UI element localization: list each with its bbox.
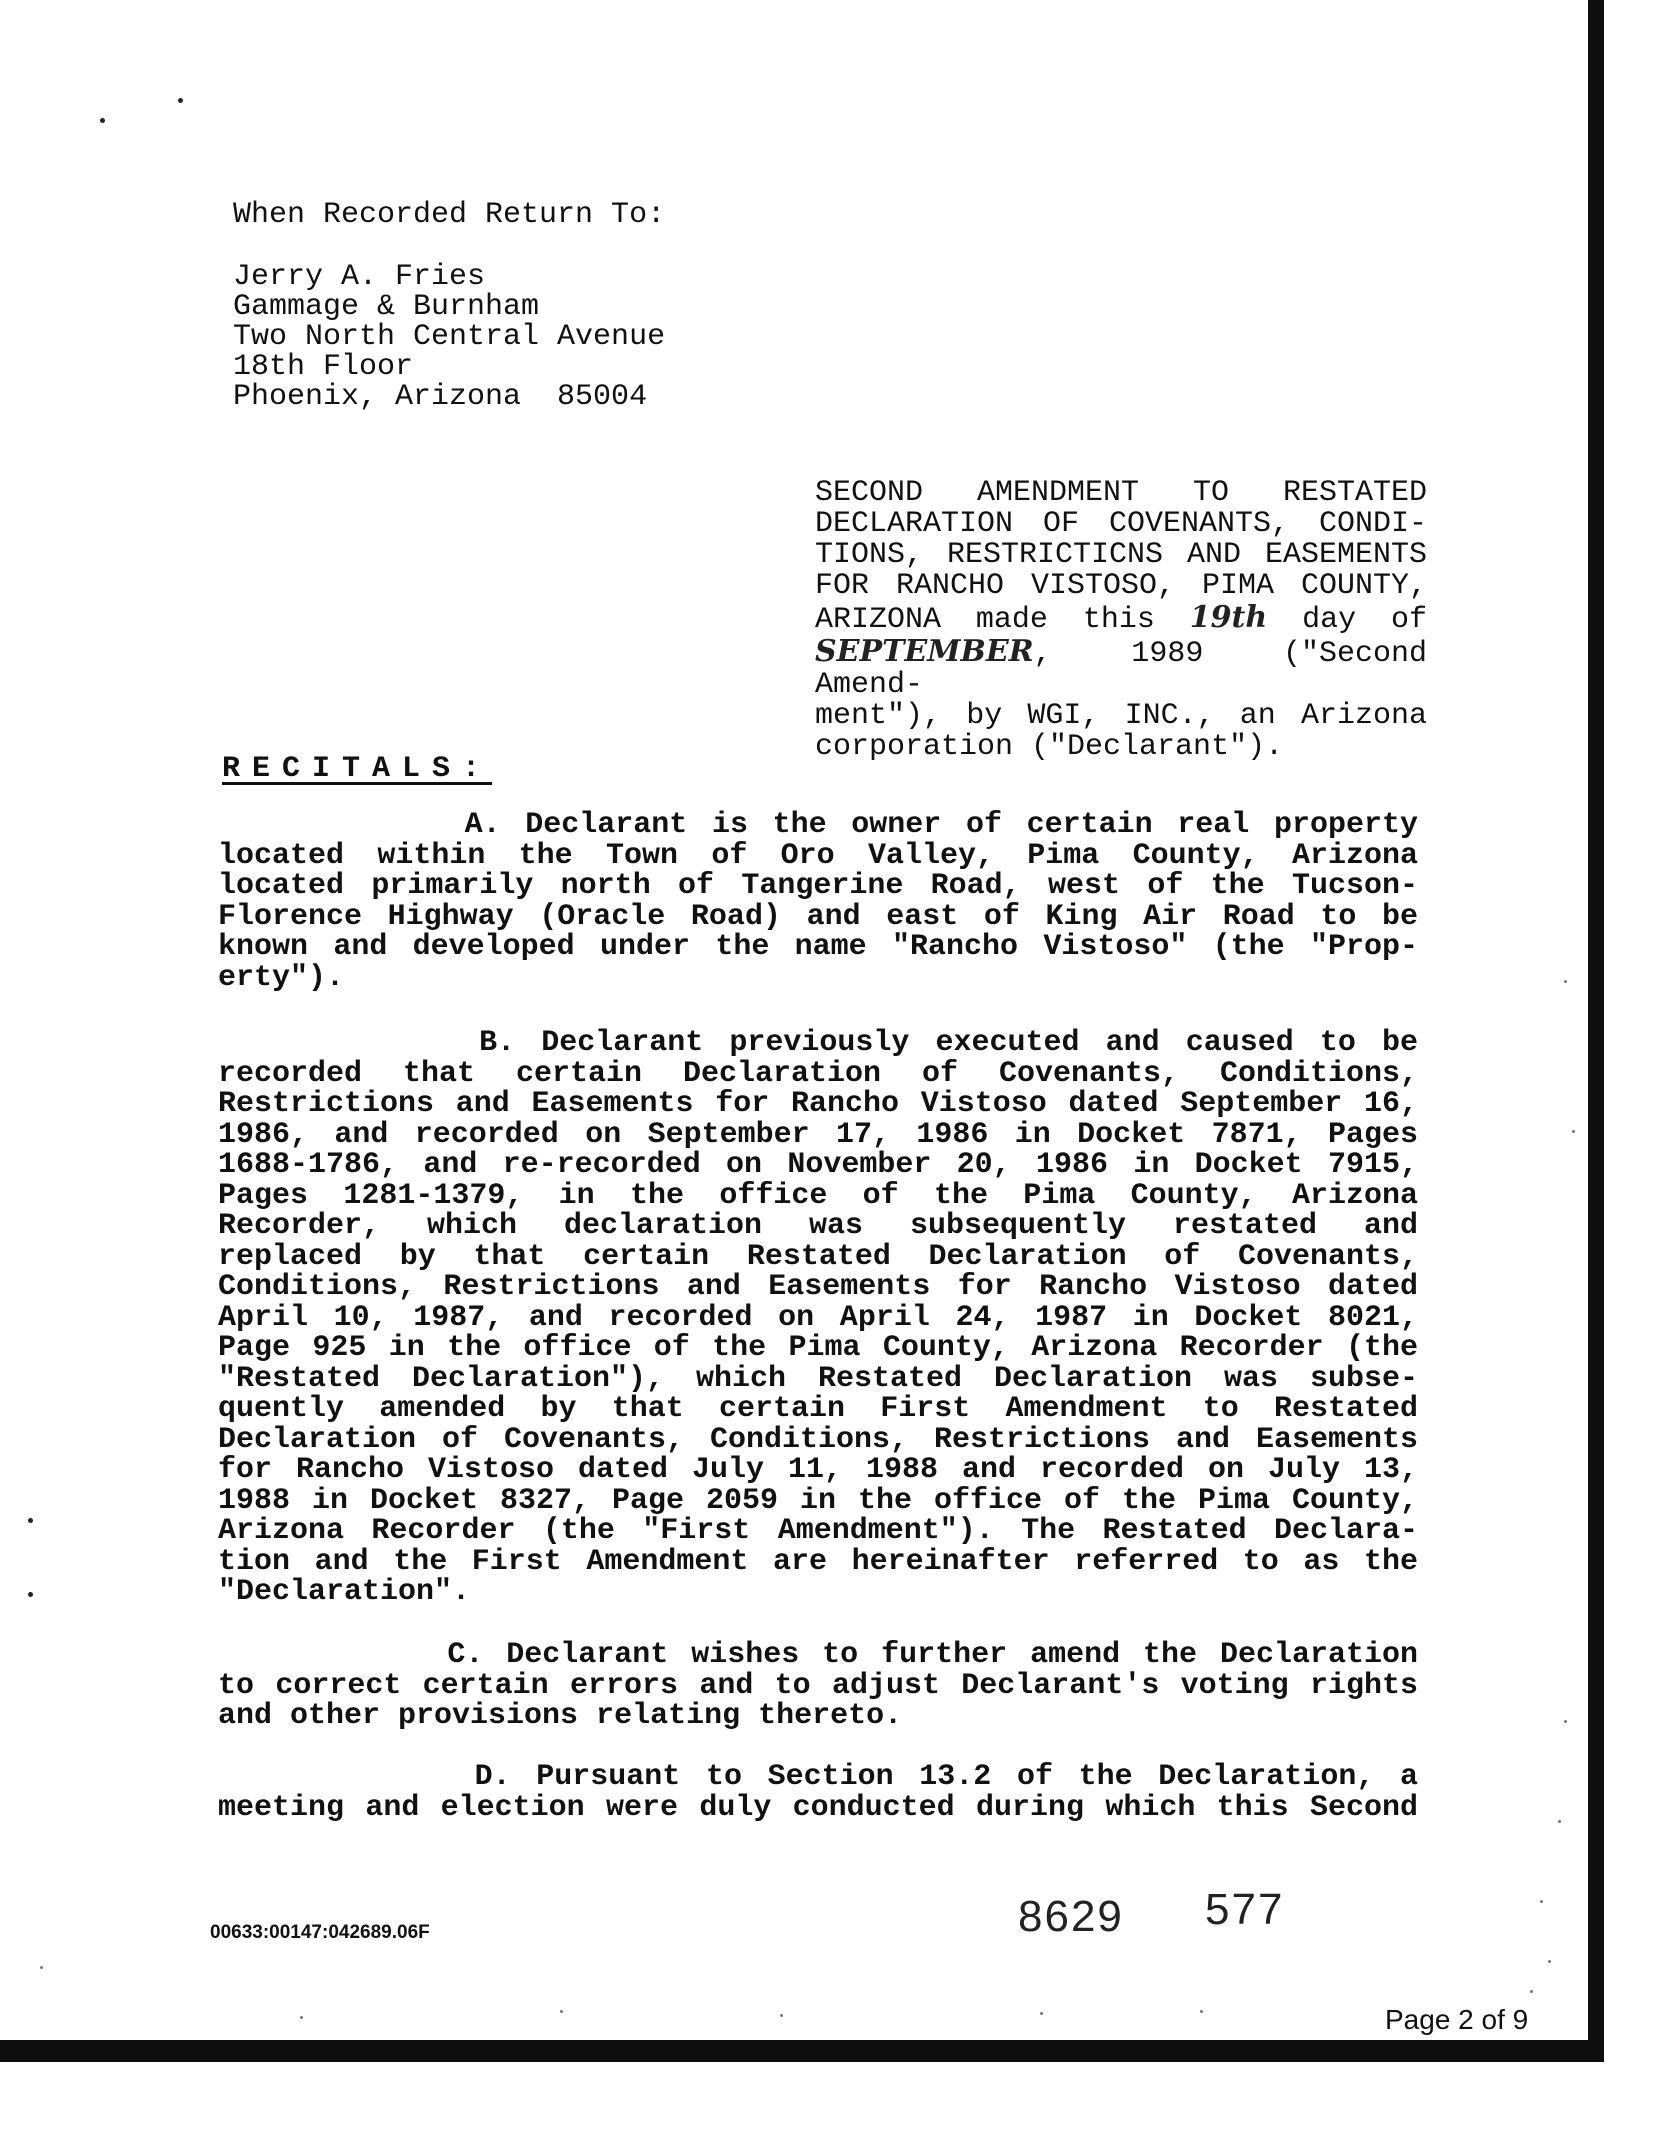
title-text: ARIZONA made this	[815, 603, 1190, 637]
para-line: 1688-1786, and re-recorded on November 20, 1986 in Docket 7915,	[218, 1148, 1418, 1182]
title-line: DECLARATION OF COVENANTS, CONDI-	[815, 507, 1427, 541]
page-indicator: Page 2 of 9	[1385, 2004, 1529, 2035]
recital-b	[218, 1028, 1418, 1608]
scan-speck	[100, 118, 105, 123]
scan-speck	[1200, 2010, 1203, 2013]
scan-border-bottom	[0, 2040, 1604, 2062]
scan-speck	[28, 1592, 33, 1597]
para-line: replaced by that certain Restated Declaration of Covenants,	[218, 1239, 1418, 1274]
scan-speck	[1558, 1820, 1561, 1823]
title-text: , 1989 ("Second Amend-	[815, 637, 1427, 702]
para-line: B. Declarant previously executed and caused to be	[218, 1026, 1418, 1060]
recitals-heading: RECITALS:	[222, 752, 493, 786]
para-line: Florence Highway (Oracle Road) and east of King Air Road to be	[218, 899, 1418, 934]
address-line: 18th Floor	[233, 350, 414, 384]
para-line: 1988 in Docket 8327, Page 2059 in the office of the Pima County,	[218, 1483, 1418, 1518]
para-line: quently amended by that certain First Amendment to Restated	[218, 1392, 1418, 1426]
scan-speck	[1540, 1900, 1543, 1903]
scan-speck	[1530, 1990, 1533, 1993]
para-line: Recorder, which declaration was subsequently restated and	[218, 1209, 1418, 1243]
title-text: day of	[1267, 603, 1427, 637]
scan-speck	[780, 2014, 783, 2017]
para-line: to correct certain errors and to adjust Declarant's voting rights	[218, 1668, 1418, 1703]
para-line: Conditions, Restrictions and Easements for Rancho Vistoso dated	[218, 1270, 1418, 1304]
scan-speck	[178, 98, 183, 103]
return-address	[233, 262, 665, 412]
docket-number: 8629	[1018, 1892, 1124, 1941]
recital-c	[218, 1640, 1418, 1732]
title-line: SECOND AMENDMENT TO RESTATED	[815, 476, 1427, 510]
para-line: located within the Town of Oro Valley, Pima County, Arizona	[218, 838, 1418, 873]
para-line: and other provisions relating thereto.	[218, 1699, 903, 1733]
address-line: Two North Central Avenue	[233, 320, 666, 354]
para-line: Arizona Recorder (the "First Amendment"). The Restated Declara-	[218, 1514, 1418, 1548]
para-line: April 10, 1987, and recorded on April 24, 1987 in Docket 8021,	[218, 1300, 1418, 1335]
document-title-block	[815, 478, 1427, 763]
title-line: ment"), by WGI, INC., an Arizona	[815, 699, 1427, 733]
title-line	[815, 636, 1427, 701]
scan-speck	[40, 1966, 43, 1969]
scan-speck	[1572, 1130, 1575, 1133]
scan-speck	[560, 2010, 563, 2013]
scan-speck	[1040, 2012, 1043, 2015]
para-line: for Rancho Vistoso dated July 11, 1988 and recorded on July 13,	[218, 1453, 1418, 1487]
handwritten-day: 19th	[1189, 600, 1268, 635]
scan-speck	[300, 2016, 303, 2019]
title-line: FOR RANCHO VISTOSO, PIMA COUNTY,	[815, 569, 1427, 603]
para-line: C. Declarant wishes to further amend the Declaration	[218, 1638, 1418, 1672]
para-line: recorded that certain Declaration of Covenants, Conditions,	[218, 1056, 1418, 1091]
address-line: Gammage & Burnham	[233, 290, 540, 324]
scan-speck	[1564, 980, 1567, 983]
document-code: 00633:00147:042689.06F	[210, 1922, 430, 1943]
para-line: erty").	[218, 960, 345, 995]
title-line	[815, 602, 1427, 636]
para-line: located primarily north of Tangerine Road, west of the Tucson-	[218, 869, 1418, 903]
recital-a	[218, 810, 1418, 993]
para-line: Pages 1281-1379, in the office of the Pima County, Arizona	[218, 1178, 1418, 1213]
scan-border-right	[1588, 0, 1604, 2062]
para-line: "Restated Declaration"), which Restated Declaration was subse-	[218, 1361, 1418, 1396]
para-line: known and developed under the name "Rancho Vistoso" (the "Prop-	[218, 930, 1418, 964]
para-line: "Declaration".	[218, 1575, 471, 1609]
address-line: Jerry A. Fries	[233, 260, 486, 294]
recorder-page-number: 577	[1205, 1885, 1285, 1934]
address-line: Phoenix, Arizona 85004	[233, 380, 648, 414]
para-line: Declaration of Covenants, Conditions, Restrictions and Easements	[218, 1422, 1418, 1457]
para-line: tion and the First Amendment are hereinafter referred to as the	[218, 1544, 1418, 1579]
para-line: A. Declarant is the owner of certain real property	[218, 808, 1418, 842]
para-line: 1986, and recorded on September 17, 1986 in Docket 7871, Pages	[218, 1117, 1418, 1152]
handwritten-month: SEPTEMBER	[815, 634, 1034, 669]
para-line: Restrictions and Easements for Rancho Vistoso dated September 16,	[218, 1087, 1418, 1121]
recital-d	[218, 1762, 1418, 1823]
scan-speck	[1548, 1960, 1551, 1963]
scan-speck	[28, 1518, 33, 1523]
para-line: Page 925 in the office of the Pima County, Arizona Recorder (the	[218, 1331, 1418, 1365]
title-line: TIONS, RESTRICTICNS AND EASEMENTS	[815, 538, 1427, 572]
return-to-heading: When Recorded Return To:	[233, 198, 666, 232]
para-line: meeting and election were duly conducted during which this Second	[218, 1790, 1418, 1825]
para-line: D. Pursuant to Section 13.2 of the Declaration, a	[218, 1760, 1418, 1794]
title-line: corporation ("Declarant").	[815, 730, 1284, 764]
scan-speck	[1564, 1720, 1567, 1723]
